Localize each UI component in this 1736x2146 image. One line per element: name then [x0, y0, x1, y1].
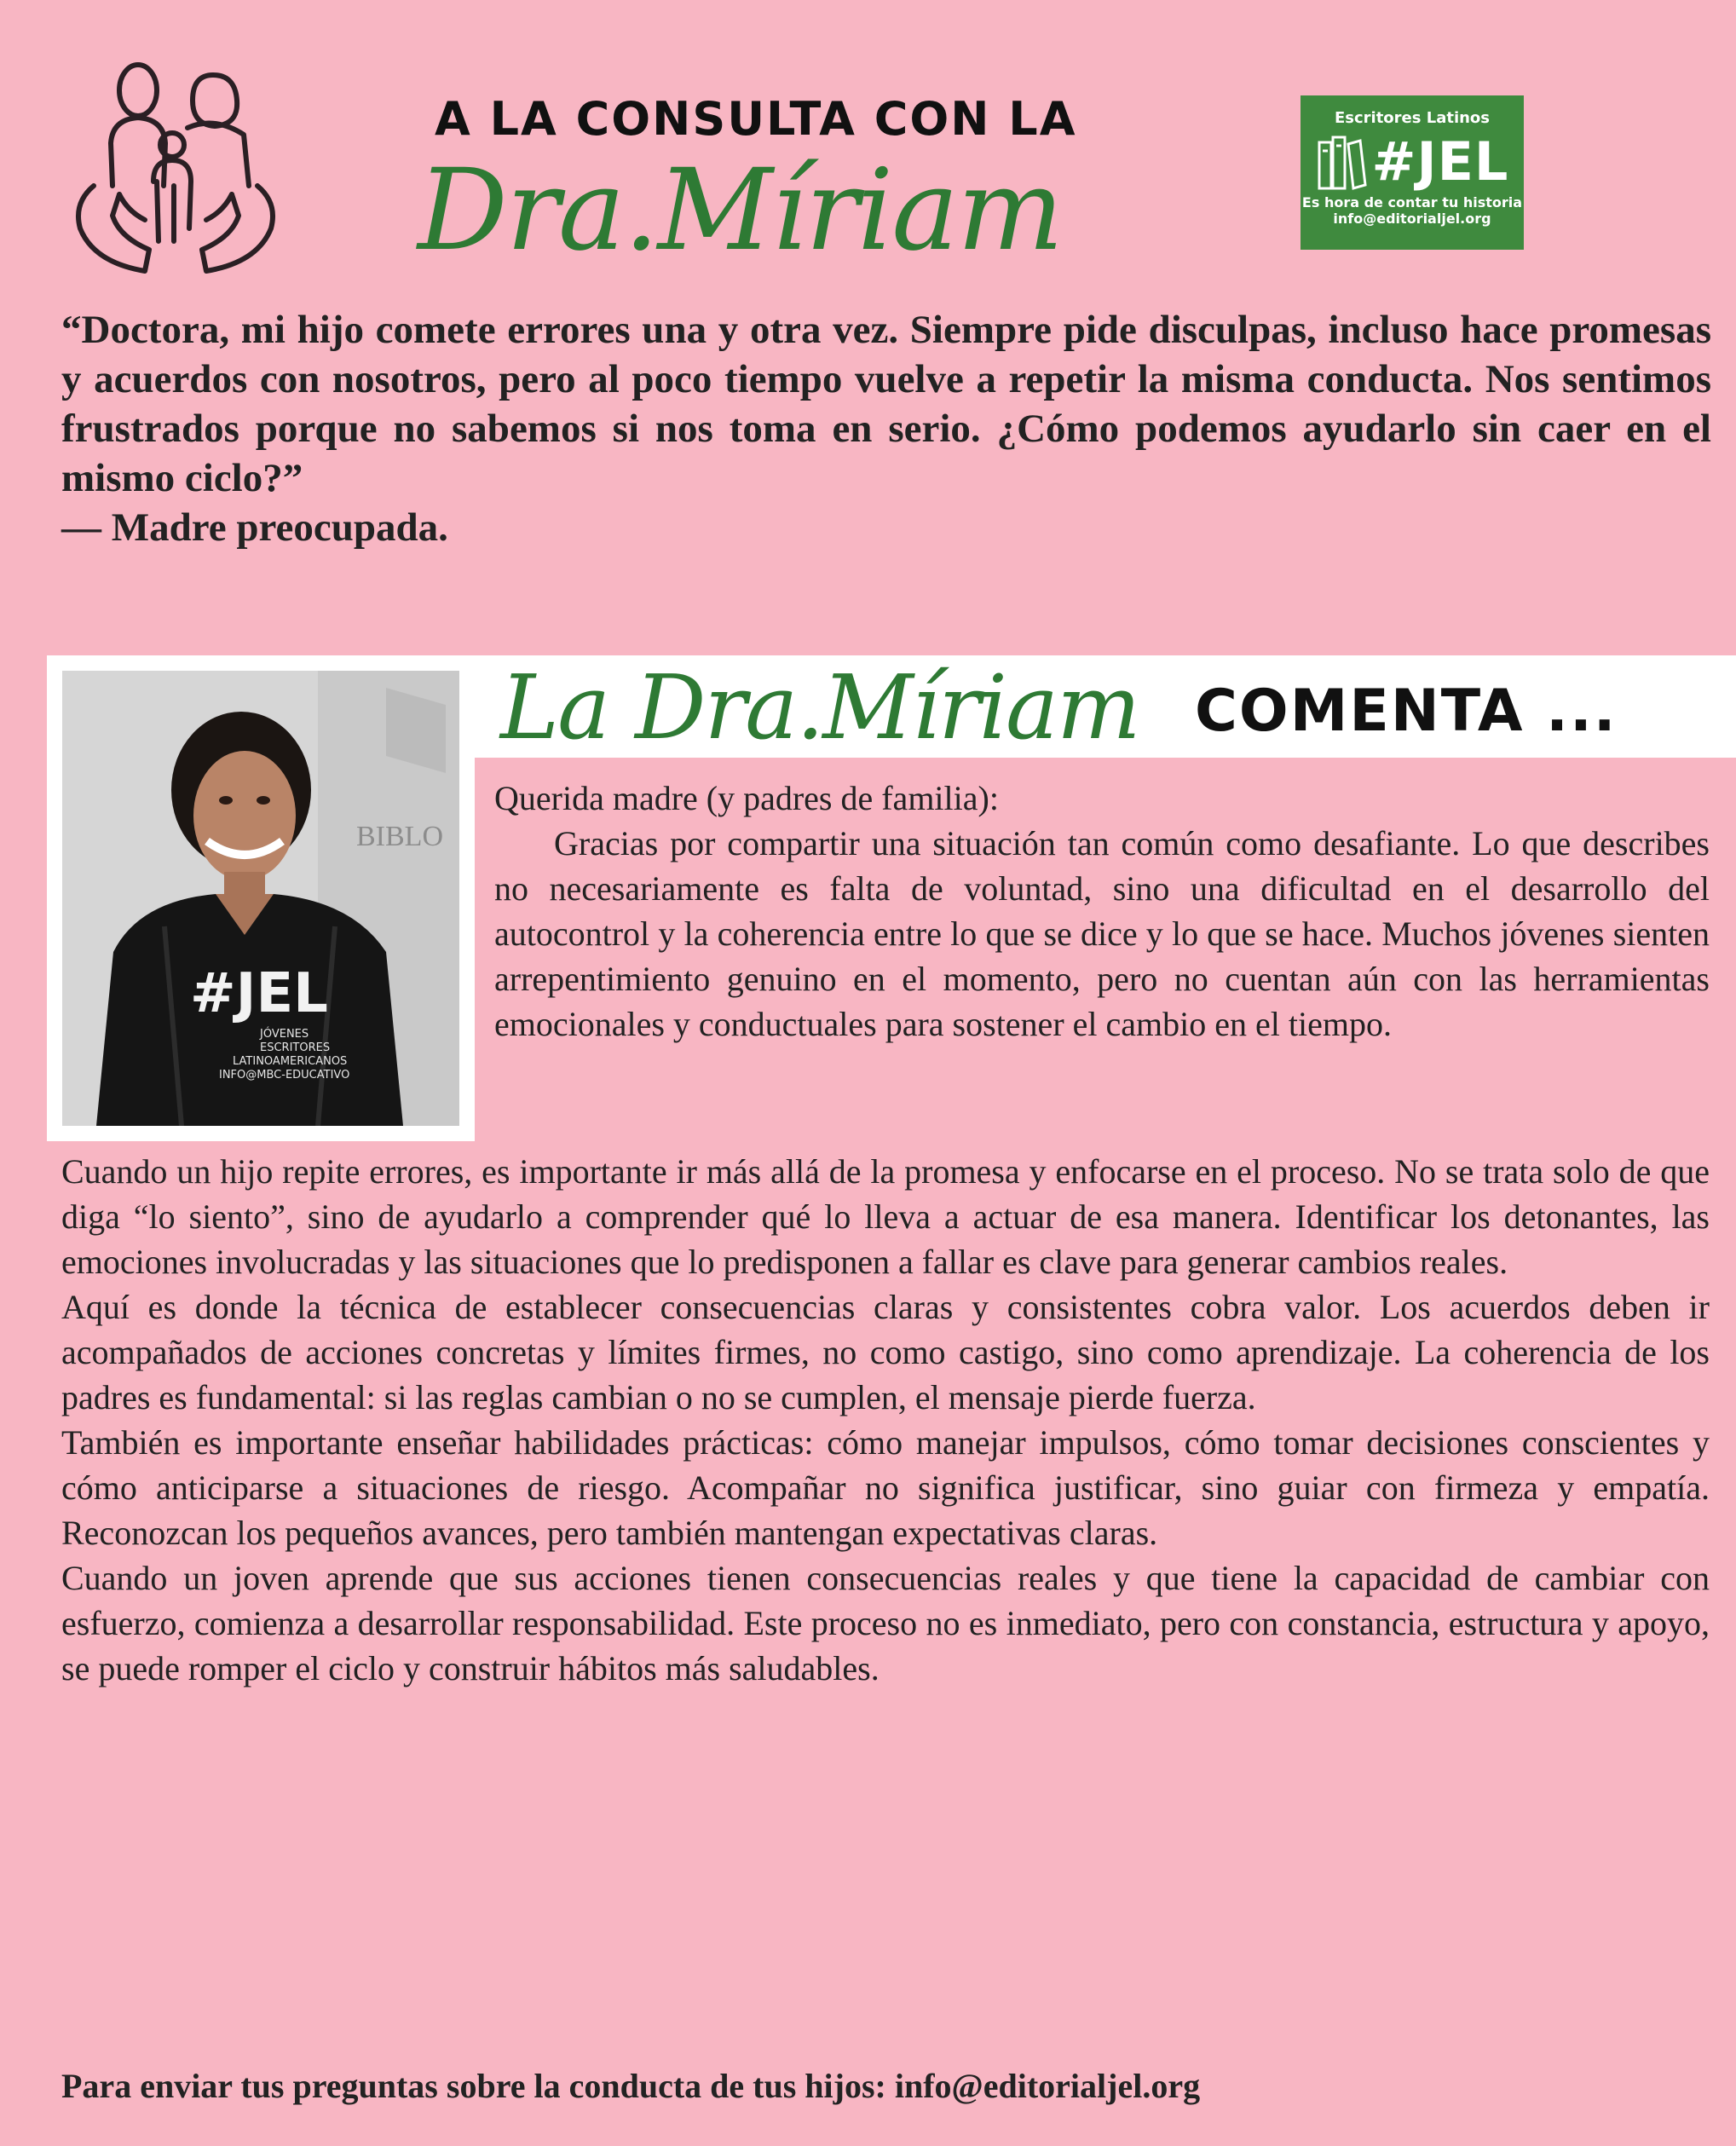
comment-band-name: La Dra.Míriam [500, 655, 1139, 759]
badge-email: info@editorialjel.org [1333, 211, 1491, 227]
jel-badge [1301, 95, 1524, 250]
badge-top: Escritores Latinos [1334, 109, 1491, 127]
column-title: Dra.Míriam [418, 145, 1063, 276]
books-icon [1316, 132, 1367, 192]
shirt-line-4: INFO@MBC-EDUCATIVO [219, 1069, 350, 1082]
answer-paragraph-1: Gracias por compartir una situación tan común como desafiante. Lo que describes no necesariamente es falta de voluntad, sino una dificultad en el desarrollo del autocontrol y la coherencia entre lo que se dice y lo que se hace. Muchos jóvenes sienten arrepentimiento genuino en el momento, pero no cuentan aún con las herramientas emocionales y conductuales para sostener el cambio en el tiempo. [494, 824, 1710, 1043]
comment-band [475, 655, 1736, 758]
comment-band-label: COMENTA ... [1195, 678, 1618, 745]
badge-tag: #JEL [1371, 130, 1509, 193]
answer-paragraph-5: Cuando un joven aprende que sus acciones tienen consecuencias reales y que tiene la capacidad de cambiar con esfuerzo, comienza a desarrollar responsabilidad. Este proceso no es inmediato, pero con constancia, estructura y apoyo, se puede romper el ciclo y construir hábitos más saludables. [61, 1559, 1710, 1687]
answer-salutation: Querida madre (y padres de familia): [494, 779, 999, 817]
contact-line: Para enviar tus preguntas sobre la conducta de tus hijos: info@editorialjel.org [61, 2067, 1201, 2105]
doctor-portrait-illustration [62, 671, 459, 1126]
answer-body [61, 1149, 1710, 1691]
shirt-line-3: LATINOAMERICANOS [233, 1055, 348, 1068]
reader-question [61, 305, 1711, 552]
answer-paragraph-2: Cuando un hijo repite errores, es importante ir más allá de la promesa y enfocarse en el proceso. No se trata solo de que diga “lo siento”, sino de ayudarlo a comprender qué lo lleva a actuar de esa manera. Identificar los detonantes, las emociones involucradas y las situaciones que lo predisponen a fallar es clave para generar cambios reales. [61, 1152, 1710, 1281]
question-signature: — Madre preocupada. [61, 505, 448, 550]
photo-frame [47, 655, 475, 1141]
shirt-line-1: JÓVENES [260, 1028, 309, 1041]
answer-intro [494, 776, 1710, 1047]
answer-paragraph-3: Aquí es donde la técnica de establecer consecuencias claras y consistentes cobra valor. Los acuerdos deben ir acompañados de acciones concretas y límites firmes, no como castigo, sino como aprendizaje. La coherencia de los padres es fundamental: si las reglas cambian o no se cumplen, el mensaje pierde fuerza. [61, 1288, 1710, 1416]
family-hands-icon [68, 58, 281, 281]
doctor-photo [62, 671, 459, 1126]
shirt-line-2: ESCRITORES [260, 1041, 331, 1054]
answer-paragraph-4: También es importante enseñar habilidades prácticas: cómo manejar impulsos, cómo tomar decisiones conscientes y cómo anticiparse a situaciones de riesgo. Acompañar no significa justificar, sino guiar con firmeza y empatía. Reconozcan los pequeños avances, pero también mantengan expectativas claras. [61, 1423, 1710, 1552]
header [0, 0, 1736, 290]
column-kicker: A LA CONSULTA CON LA [435, 92, 1077, 146]
wall-text: BIBLO [356, 821, 443, 852]
shirt-tag: #JEL [190, 962, 328, 1025]
question-text: “Doctora, mi hijo comete errores una y otra vez. Siempre pide disculpas, incluso hace promesas y acuerdos con nosotros, pero al poco tiempo vuelve a repetir la misma conducta. Nos sentimos frustrados porque no sabemos si nos toma en serio. ¿Cómo podemos ayudarlo sin caer en el mismo ciclo?” [61, 308, 1711, 500]
badge-slogan: Es hora de contar tu historia [1301, 194, 1523, 211]
